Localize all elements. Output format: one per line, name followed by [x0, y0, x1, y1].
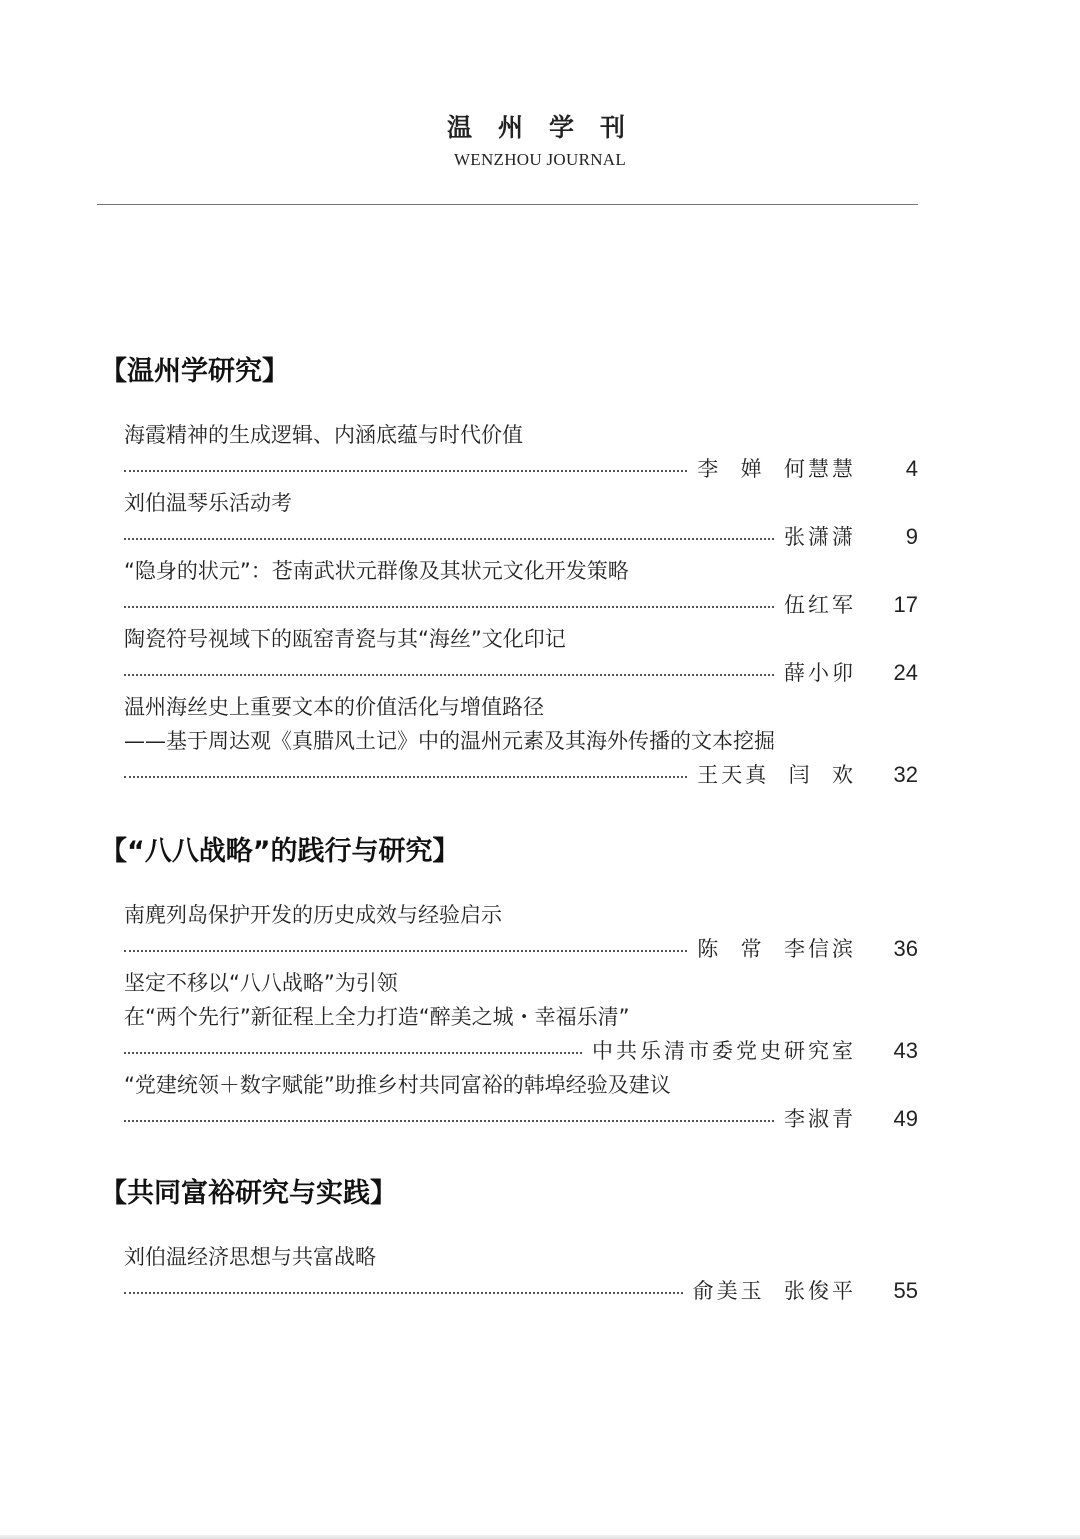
- leader-dots: [124, 538, 774, 540]
- journal-title-cn: 温州学刊: [446, 113, 651, 142]
- section-heading: 【共同富裕研究与实践】: [100, 1178, 397, 1209]
- entry-title: 坚定不移以“八八战略”为引领: [124, 971, 398, 995]
- entry-page-number: 43: [893, 1038, 918, 1063]
- entry-title: 温州海丝史上重要文本的价值活化与增值路径: [124, 695, 544, 719]
- entry-leader-row: [124, 758, 918, 792]
- entry-author: 中共乐清市委党史研究室: [592, 1039, 856, 1063]
- entry-title: “隐身的状元”：苍南武状元群像及其状元文化开发策略: [124, 559, 629, 583]
- entry-page-number: 4: [905, 456, 918, 481]
- page-bottom-edge: [0, 1535, 1080, 1539]
- entry-leader-row: [124, 656, 918, 690]
- leader-dots: [124, 950, 687, 952]
- toc-entry[interactable]: [124, 690, 918, 792]
- section-common-prosperity: [100, 1176, 920, 1308]
- entry-leader-row: [124, 520, 918, 554]
- leader-dots: [124, 1052, 582, 1054]
- entry-page-number: 24: [893, 660, 918, 685]
- section-heading: 【“八八战略”的践行与研究】: [100, 836, 460, 867]
- entry-author: 俞美玉 张俊平: [692, 1279, 856, 1303]
- entry-leader-row: [124, 1102, 918, 1136]
- section-88-strategy: [100, 834, 920, 1136]
- leader-dots: [124, 1120, 774, 1122]
- entry-page-number: 36: [893, 936, 918, 961]
- entry-title: 南麂列岛保护开发的历史成效与经验启示: [124, 903, 502, 927]
- toc-entry[interactable]: [124, 898, 918, 966]
- entry-title: 海霞精神的生成逻辑、内涵底蕴与时代价值: [124, 423, 523, 447]
- entry-leader-row: [124, 932, 918, 966]
- entry-title: 陶瓷符号视域下的瓯窑青瓷与其“海丝”文化印记: [124, 627, 566, 651]
- entry-page-number: 32: [893, 762, 918, 787]
- entry-author: 薛小卯: [784, 661, 856, 685]
- entry-title: “党建统领＋数字赋能”助推乡村共同富裕的韩埠经验及建议: [124, 1073, 671, 1097]
- entry-author: 陈 常 李信滨: [697, 937, 856, 961]
- entry-page-number: 55: [893, 1278, 918, 1303]
- section-heading: 【温州学研究】: [100, 356, 289, 387]
- entry-author: 李淑青: [784, 1107, 856, 1131]
- toc-entry[interactable]: [124, 1240, 918, 1308]
- toc-entry[interactable]: [124, 1068, 918, 1136]
- entry-subtitle: 在“两个先行”新征程上全力打造“醉美之城・幸福乐清”: [124, 1005, 630, 1029]
- toc-entry[interactable]: [124, 966, 918, 1068]
- journal-title-en: WENZHOU JOURNAL: [453, 150, 627, 169]
- entry-author: 伍红军: [784, 593, 856, 617]
- entry-author: 李 婵 何慧慧: [697, 457, 856, 481]
- entry-page-number: 9: [905, 524, 918, 549]
- leader-dots: [124, 1292, 683, 1294]
- section-wenzhou-studies: [100, 354, 920, 792]
- entry-leader-row: [124, 452, 918, 486]
- entry-leader-row: [124, 1274, 918, 1308]
- leader-dots: [124, 470, 687, 472]
- leader-dots: [124, 606, 774, 608]
- toc-entry[interactable]: [124, 486, 918, 554]
- leader-dots: [124, 776, 687, 778]
- entry-page-number: 17: [893, 592, 918, 617]
- header-divider: [97, 204, 918, 205]
- entry-author: 张潇潇: [784, 525, 856, 549]
- entry-leader-row: [124, 1034, 918, 1068]
- entry-title: 刘伯温经济思想与共富战略: [124, 1245, 376, 1269]
- entry-page-number: 49: [893, 1106, 918, 1131]
- toc-entry[interactable]: [124, 418, 918, 486]
- journal-header: [0, 112, 1080, 170]
- toc-entry[interactable]: [124, 554, 918, 622]
- entry-leader-row: [124, 588, 918, 622]
- entry-title: 刘伯温琴乐活动考: [124, 491, 292, 515]
- leader-dots: [124, 674, 774, 676]
- toc-entry[interactable]: [124, 622, 918, 690]
- entry-subtitle: ——基于周达观《真腊风土记》中的温州元素及其海外传播的文本挖掘: [124, 729, 775, 753]
- entry-author: 王天真 闫 欢: [697, 763, 856, 787]
